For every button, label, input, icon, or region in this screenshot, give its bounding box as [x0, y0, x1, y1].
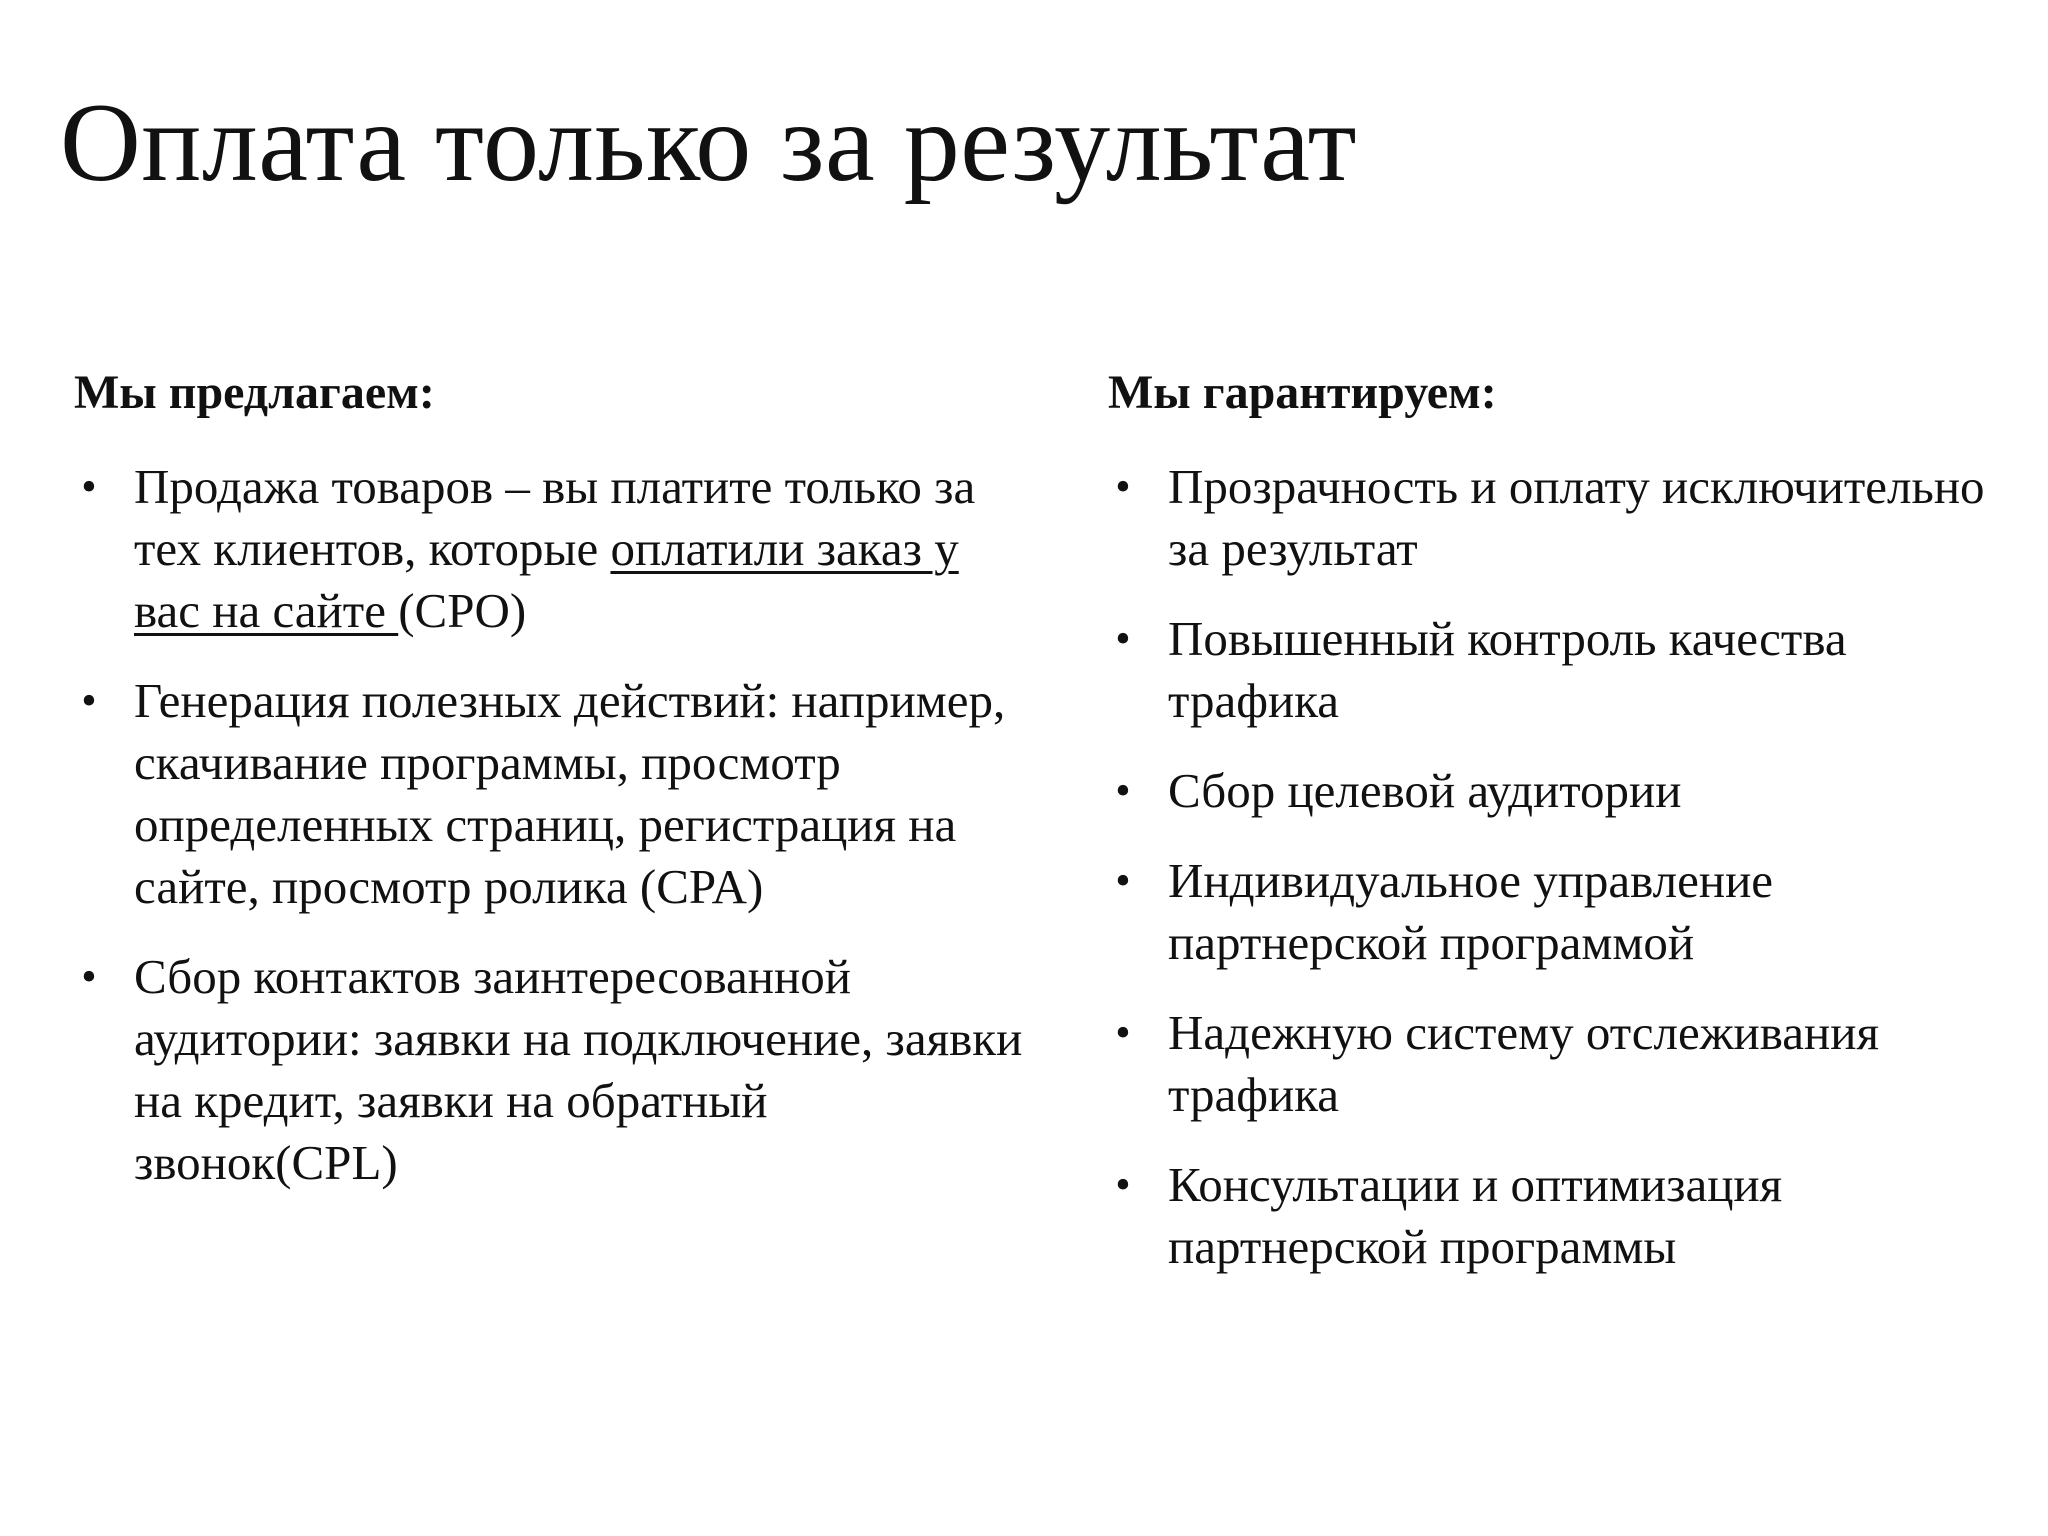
guarantee-item-text: Повышенный контроль качества трафика — [1168, 610, 1847, 728]
bullet-icon: • — [1115, 1159, 1131, 1209]
offer-item-underlined-text: оплатили заказ у вас на сайте — [134, 520, 959, 638]
bullet-icon: • — [1115, 1007, 1131, 1057]
bullet-icon: • — [81, 951, 97, 1001]
guarantee-item-text: Индивидуальное управление партнерской программой — [1168, 852, 1774, 970]
offer-item-cpl — [74, 946, 1034, 1194]
guarantee-item-text: Прозрачность и оплату исключительно за результат — [1168, 458, 1985, 576]
guarantee-item — [1108, 608, 2008, 732]
guarantee-item — [1108, 456, 2008, 580]
offer-item-suffix: (CPO) — [398, 582, 527, 638]
offer-item-cpa — [74, 670, 1034, 918]
guarantee-item-text: Надежную систему отслеживания трафика — [1168, 1004, 1880, 1122]
bullet-icon: • — [81, 461, 97, 511]
guarantee-item-text: Консультации и оптимизация партнерской программы — [1168, 1156, 1783, 1274]
offer-item-text: Продажа товаров – вы платите только за тех клиентов, которые — [134, 458, 976, 576]
offer-column — [74, 364, 1034, 1222]
guarantee-item — [1108, 760, 2008, 822]
offer-item-cpo — [74, 456, 1034, 642]
bullet-icon: • — [81, 675, 97, 725]
offer-heading: Мы предлагаем: — [74, 366, 435, 419]
slide-title: Оплата только за результат — [60, 81, 1358, 205]
offer-item-text: Сбор контактов заинтересованной аудитории: заявки на подключение, заявки на кредит, заявки на обратный звонок(CPL) — [134, 948, 1023, 1190]
offer-list — [74, 456, 1034, 1194]
guarantee-item — [1108, 1154, 2008, 1278]
bullet-icon: • — [1115, 613, 1131, 663]
bullet-icon: • — [1115, 765, 1131, 815]
guarantee-item — [1108, 850, 2008, 974]
guarantee-column — [1108, 364, 2008, 1306]
bullet-icon: • — [1115, 855, 1131, 905]
guarantee-item-text: Сбор целевой аудитории — [1168, 762, 1682, 818]
guarantee-item — [1108, 1002, 2008, 1126]
guarantee-list — [1108, 456, 2008, 1278]
offer-item-text: Генерация полезных действий: например, скачивание программы, просмотр определенных страниц, регистрация на сайте, просмотр ролика (CPA) — [134, 672, 1006, 914]
bullet-icon: • — [1115, 461, 1131, 511]
guarantee-heading: Мы гарантируем: — [1108, 366, 1497, 419]
